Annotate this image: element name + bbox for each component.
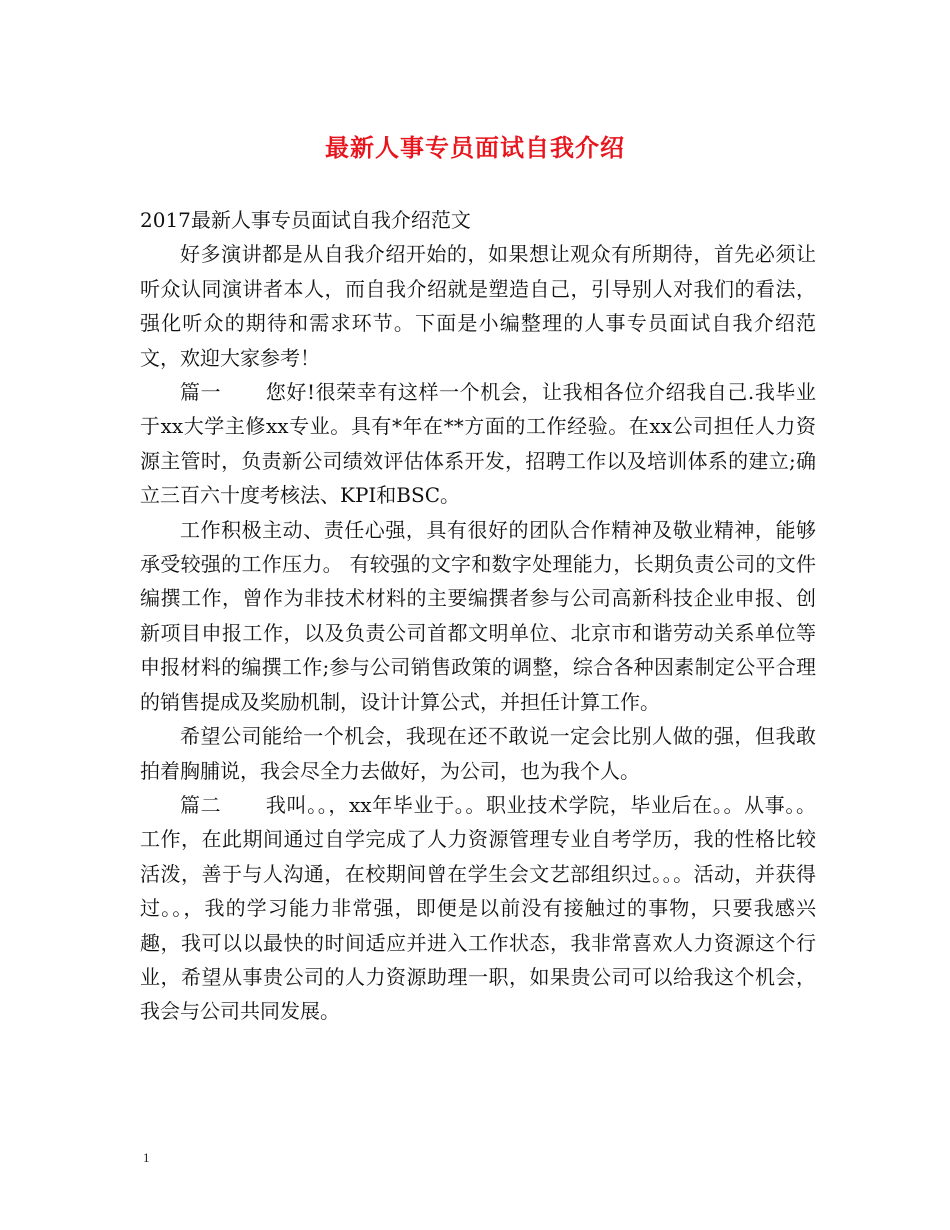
section-one-text-1: 您好!很荣幸有这样一个机会，让我相各位介绍我自己.我毕业于xx大学主修xx专业。具有*年在**方面的工作经验。在xx公司担任人力资源主管时，负责新公司绩效评估体系开发，招聘工作以及培训体系的建立;确立三百六十度考核法、KPI和BSC。 xyxy=(140,380,817,508)
intro-paragraph: 好多演讲都是从自我介绍开始的，如果想让观众有所期待，首先必须让听众认同演讲者本人，而自我介绍就是塑造自己，引导别人对我们的看法，强化听众的期待和需求环节。下面是小编整理的人事专员面试自我介绍范文，欢迎大家参考！ xyxy=(140,242,816,370)
section-two-paragraph-1 xyxy=(140,788,816,1029)
section-two-label: 篇二 xyxy=(180,792,222,817)
section-one-label: 篇一 xyxy=(180,380,222,405)
section-one-paragraph-2: 工作积极主动、责任心强，具有很好的团队合作精神及敬业精神，能够承受较强的工作压力。 有较强的文字和数字处理能力，长期负责公司的文件编撰工作，曾作为非技术材料的主要编撰者参与公司高新科技企业申报、创新项目申报工作，以及负责公司首都文明单位、北京市和谐劳动关系单位等申报材料的编撰工作;参与公司销售政策的调整，综合各种因素制定公平合理的销售提成及奖励机制，设计计算公式，并担任计算工作。 xyxy=(140,517,816,714)
document-subtitle: 2017最新人事专员面试自我介绍范文 xyxy=(140,208,471,232)
document-body xyxy=(140,203,816,1029)
section-one-paragraph-1 xyxy=(140,375,816,513)
section-two-text-1: 我叫。。，xx年毕业于。。职业技术学院，毕业后在。。从事。。工作，在此期间通过自学完成了人力资源管理专业自考学历，我的性格比较活泼，善于与人沟通，在校期间曾在学生会文艺部组织过。。。活动，并获得过。。，我的学习能力非常强，即便是以前没有接触过的事物，只要我感兴趣，我可以以最快的时间适应并进入工作状态，我非常喜欢人力资源这个行业，希望从事贵公司的人力资源助理一职，如果贵公司可以给我这个机会，我会与公司共同发展。 xyxy=(140,792,817,1024)
page-number: 1 xyxy=(143,1150,150,1165)
document-title: 最新人事专员面试自我介绍 xyxy=(325,134,625,162)
section-one-paragraph-3: 希望公司能给一个机会，我现在还不敢说一定会比别人做的强，但我敢拍着胸脯说，我会尽全力去做好，为公司，也为我个人。 xyxy=(140,724,816,783)
